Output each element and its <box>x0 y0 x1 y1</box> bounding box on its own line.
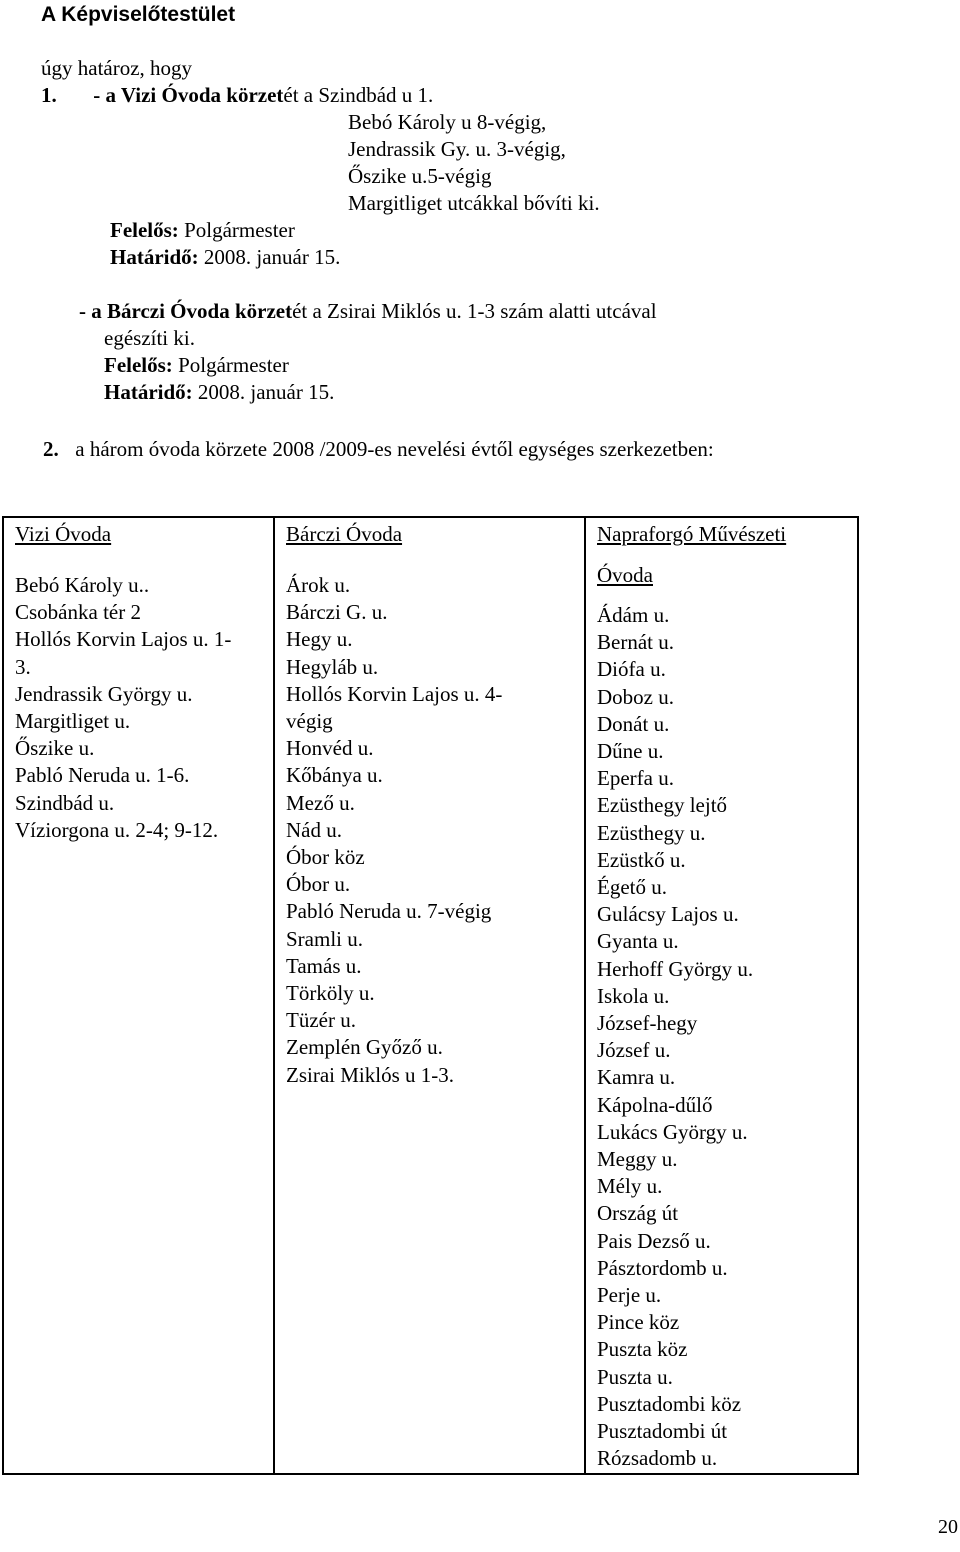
deadline-label: Határidő: <box>104 380 193 404</box>
decision-2-number: 2. <box>43 437 59 461</box>
decision-1b-rest: ét a Zsirai Miklós u. 1-3 szám alatti utcával <box>292 299 657 323</box>
decision-1-rest: ét a Szindbád u 1. <box>283 83 434 107</box>
column-header: Vizi Óvoda <box>15 522 112 546</box>
list-item: Zemplén Győző u. <box>286 1035 443 1060</box>
list-item: Pince köz <box>597 1310 680 1335</box>
list-item: Pais Dezső u. <box>597 1228 711 1253</box>
responsible-label: Felelős: <box>110 218 179 242</box>
list-item: Puszta u. <box>597 1364 673 1389</box>
page-title: A Képviselőtestület <box>41 3 236 26</box>
list-item: Pusztadombi út <box>597 1419 728 1444</box>
decision-1-responsible <box>110 217 295 244</box>
list-item: Mély u. <box>597 1174 663 1199</box>
column-header: Bárczi Óvoda <box>286 522 403 546</box>
list-item: Égető u. <box>597 875 667 900</box>
list-item: Pabló Neruda u. 1-6. <box>15 763 190 788</box>
list-item: Lukács György u. <box>597 1119 748 1144</box>
list-item: Törköly u. <box>286 981 375 1006</box>
list-item: Herhoff György u. <box>597 956 754 981</box>
decision-1-deadline <box>110 244 340 271</box>
list-item: Hegyláb u. <box>286 654 379 679</box>
list-item: Hollós Korvin Lajos u. 4- <box>286 681 503 706</box>
list-item: Puszta köz <box>597 1337 688 1362</box>
list-item: Dűne u. <box>597 739 664 764</box>
list-item: Ezüstkő u. <box>597 847 686 872</box>
list-item: Ezüsthegy lejtő <box>597 793 728 818</box>
decision-2-line <box>43 436 714 463</box>
list-item: Hollós Korvin Lajos u. 1- <box>15 627 232 652</box>
decision-1b-line <box>79 298 657 325</box>
list-item: Gulácsy Lajos u. <box>597 902 739 927</box>
table-row <box>3 517 858 1474</box>
list-item: Perje u. <box>597 1283 662 1308</box>
decision-1-line <box>41 82 433 109</box>
list-item: Szindbád u. <box>15 790 115 815</box>
list-item: Zsirai Miklós u 1-3. <box>286 1062 454 1087</box>
list-item: Víziorgona u. 2-4; 9-12. <box>15 817 219 842</box>
list-item: végig <box>286 709 333 734</box>
decision-1-street-1: Bebó Károly u 8-végig, <box>348 110 547 134</box>
list-item: Tamás u. <box>286 953 362 978</box>
deadline-value: 2008. január 15. <box>198 245 341 269</box>
list-item: Honvéd u. <box>286 736 374 761</box>
list-item: Eperfa u. <box>597 766 674 791</box>
decision-1b-bold: a Bárczi Óvoda körzet <box>91 299 293 323</box>
list-item: Margitliget u. <box>15 709 131 734</box>
responsible-label: Felelős: <box>104 353 173 377</box>
list-item: Őszike u. <box>15 736 95 761</box>
deadline-label: Határidő: <box>110 245 199 269</box>
list-item: Árok u. <box>286 573 351 597</box>
list-item: Kőbánya u. <box>286 763 383 788</box>
list-item: Pusztadombi köz <box>597 1391 742 1416</box>
decision-1-street-3: Őszike u.5-végig <box>348 164 492 188</box>
list-item: Bebó Károly u.. <box>15 573 150 597</box>
list-item: Rózsadomb u. <box>597 1446 718 1471</box>
list-item: Donát u. <box>597 711 670 736</box>
list-item: Meggy u. <box>597 1147 678 1172</box>
column-header: Napraforgó Művészeti <box>597 522 787 546</box>
list-item: Kápolna-dűlő <box>597 1092 713 1117</box>
list-item: Ország út <box>597 1201 679 1226</box>
decision-1-bold: a Vizi Óvoda körzet <box>105 83 284 107</box>
column-vizi <box>3 517 274 1474</box>
list-item: Diófa u. <box>597 657 666 682</box>
decision-1b-responsible <box>104 352 289 379</box>
decision-1-street-2: Jendrassik Gy. u. 3-végig, <box>348 137 566 161</box>
list-item: Hegy u. <box>286 627 353 652</box>
list-item: Tüzér u. <box>286 1008 356 1033</box>
list-item: Óbor köz <box>286 845 365 870</box>
list-item: József u. <box>597 1038 671 1063</box>
list-item: Kamra u. <box>597 1065 676 1090</box>
list-item: Doboz u. <box>597 684 674 709</box>
column-barczi <box>274 517 585 1474</box>
list-item: Csobánka tér 2 <box>15 600 141 625</box>
list-item: Ádám u. <box>597 603 670 627</box>
list-item: Ezüsthegy u. <box>597 820 706 845</box>
list-item: Bernát u. <box>597 630 674 655</box>
decision-1-number: 1. <box>41 83 57 107</box>
column-header-line-2: Óvoda <box>597 563 653 587</box>
list-item: Jendrassik György u. <box>15 681 193 706</box>
list-item: 3. <box>15 654 31 679</box>
list-item: Mező u. <box>286 790 355 815</box>
responsible-value: Polgármester <box>178 218 295 242</box>
list-item: Gyanta u. <box>597 929 679 954</box>
list-item: Pabló Neruda u. 7-végig <box>286 899 492 924</box>
list-item: Óbor u. <box>286 872 351 897</box>
page-number: 20 <box>938 1516 958 1538</box>
decision-1-street-4: Margitliget utcákkal bővíti ki. <box>348 191 600 215</box>
column-napraforgo <box>585 517 858 1474</box>
list-item: Pásztordomb u. <box>597 1255 728 1280</box>
decision-1b-deadline <box>104 379 334 406</box>
list-item: József-hegy <box>597 1011 698 1036</box>
intro-text: úgy határoz, hogy <box>41 56 193 80</box>
list-item: Nád u. <box>286 817 342 842</box>
decision-1-dash: - <box>93 83 106 107</box>
decision-2-text: a három óvoda körzete 2008 /2009-es nevelési évtől egységes szerkezetben: <box>75 437 714 461</box>
district-table <box>2 516 859 1475</box>
responsible-value: Polgármester <box>172 353 289 377</box>
deadline-value: 2008. január 15. <box>192 380 335 404</box>
list-item: Bárczi G. u. <box>286 600 388 625</box>
list-item: Iskola u. <box>597 983 670 1008</box>
decision-1b-line-2: egészíti ki. <box>104 326 195 350</box>
list-item: Sramli u. <box>286 926 363 951</box>
decision-1b-dash: - <box>79 299 92 323</box>
